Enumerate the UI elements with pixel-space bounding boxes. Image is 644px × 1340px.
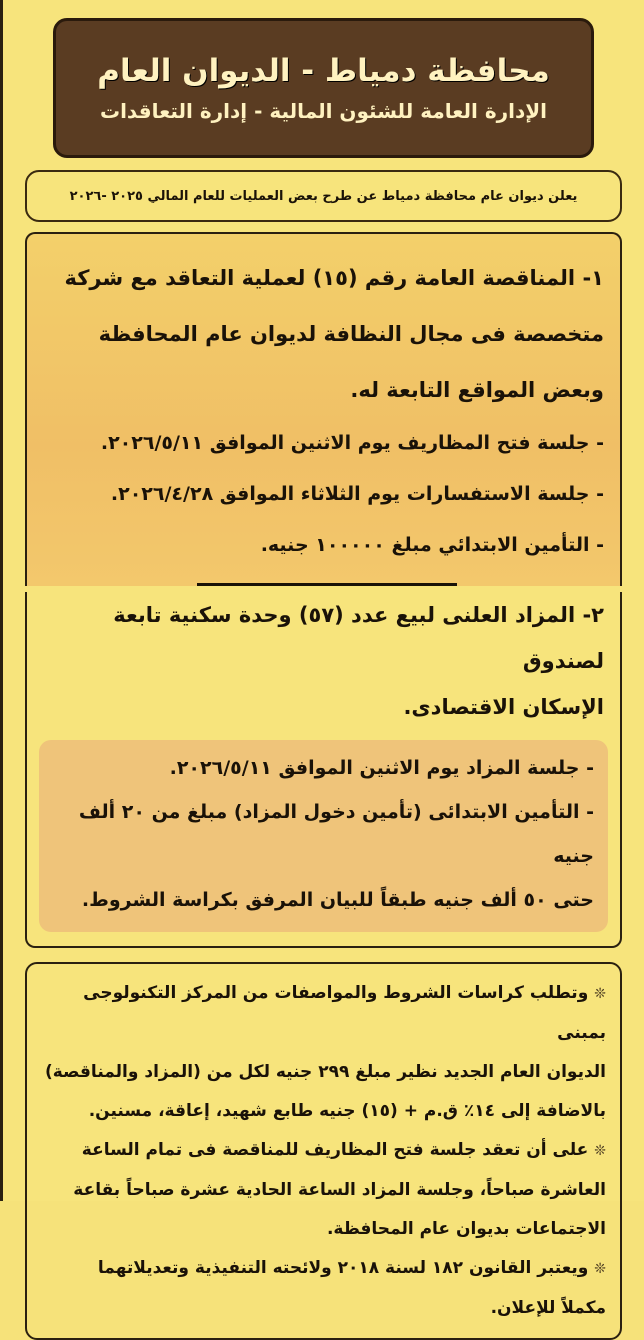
star-icon: ❊	[594, 1261, 606, 1277]
header-box	[53, 18, 594, 158]
tender-bullet-insurance: - التأمين الابتدائي مبلغ ١٠٠٠٠٠ جنيه.	[260, 534, 604, 556]
note-text: ويعتبر القانون ١٨٢ لسنة ٢٠١٨ ولائحته التنفيذية وتعديلاتهما	[97, 1258, 589, 1278]
star-icon: ❊	[594, 1143, 606, 1159]
section-divider	[197, 583, 457, 586]
note-conditions	[41, 974, 606, 1131]
auction-bullet-insurance: - التأمين الابتدائى (تأمين دخول المزاد) مبلغ من ٢٠ ألف جنيه	[78, 801, 594, 867]
tender-title	[49, 250, 604, 418]
note-line: مكملاً للإعلان.	[490, 1298, 606, 1318]
notes-box	[25, 962, 622, 1340]
note-line: الاجتماعات بديوان عام المحافظة.	[326, 1219, 606, 1239]
auction-section	[25, 592, 622, 948]
tender-title-line: متخصصة فى مجال النظافة لديوان عام المحافظة	[98, 322, 604, 346]
auction-title-line: ٢- المزاد العلنى لبيع عدد (٥٧) وحدة سكنية تابعة لصندوق	[113, 603, 604, 673]
auction-bullet-insurance-cont: حتى ٥٠ ألف جنيه طبقاً للبيان المرفق بكراسة الشروط.	[81, 889, 594, 911]
auction-title	[49, 592, 604, 730]
header-title: محافظة دمياط - الديوان العام	[97, 53, 550, 89]
note-sessions	[41, 1131, 606, 1249]
tender-title-line: ١- المناقصة العامة رقم (١٥) لعملية التعاقد مع شركة	[64, 266, 604, 290]
header-subtitle: الإدارة العامة للشئون المالية - إدارة التعاقدات	[99, 99, 548, 123]
auction-title-line: الإسكان الاقتصادى.	[403, 695, 604, 719]
note-text: على أن تعقد جلسة فتح المظاريف للمناقصة فى تمام الساعة	[81, 1140, 589, 1160]
note-line	[41, 974, 606, 1053]
tender-bullet-inquiries: - جلسة الاستفسارات يوم الثلاثاء الموافق ٢٠٢٦/٤/٢٨.	[110, 483, 604, 505]
intro-text: يعلن ديوان عام محافظة دمياط عن طرح بعض العمليات للعام المالي ٢٠٢٥ -٢٠٢٦	[69, 188, 578, 204]
note-law	[41, 1249, 606, 1328]
auction-bullets	[39, 740, 608, 932]
note-line: بالاضافة إلى ١٤٪ ق.م + (١٥) جنيه طابع شهيد، إعاقة، مسنين.	[88, 1101, 606, 1121]
note-line: العاشرة صباحاً، وجلسة المزاد الساعة الحادية عشرة صباحاً بقاعة	[73, 1180, 606, 1200]
note-line: الديوان العام الجديد نظير مبلغ ٢٩٩ جنيه لكل من (المزاد والمناقصة)	[44, 1062, 606, 1082]
tender-bullet-opening: - جلسة فتح المظاريف يوم الاثنين الموافق ٢٠٢٦/٥/١١.	[100, 432, 604, 454]
star-icon: ❊	[594, 986, 606, 1002]
note-line	[41, 1249, 606, 1289]
tender-title-line: وبعض المواقع التابعة له.	[350, 378, 604, 402]
note-text: وتطلب كراسات الشروط والمواصفات من المركز التكنولوجى بمبنى	[83, 983, 606, 1043]
note-line	[41, 1131, 606, 1171]
intro-box	[25, 170, 622, 222]
tender-section	[25, 232, 622, 586]
auction-bullet-session: - جلسة المزاد يوم الاثنين الموافق ٢٠٢٦/٥/١١.	[169, 757, 594, 779]
